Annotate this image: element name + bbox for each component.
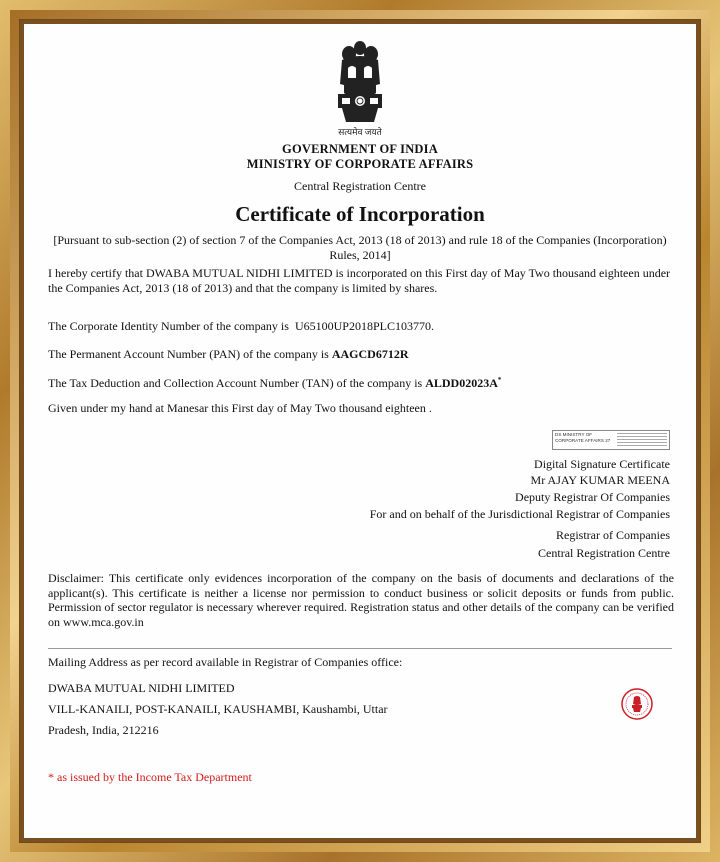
pan-value: AAGCD6712R: [331, 347, 409, 361]
footnote-text: as issued by the Income Tax Department: [54, 770, 252, 784]
ministry-heading: MINISTRY OF CORPORATE AFFAIRS: [246, 157, 474, 171]
emblem-motto: सत्यमेव जयते: [338, 127, 382, 137]
pan-line: [48, 347, 674, 362]
divider: [48, 648, 672, 649]
signatory-on-behalf: For and on behalf of the Jurisdictional Registrar of Companies: [369, 507, 670, 521]
registrar-centre-line: Central Registration Centre: [538, 546, 670, 560]
mca-seal-icon: [621, 688, 653, 720]
cin-label: The Corporate Identity Number of the company is: [48, 319, 289, 333]
footnote: [48, 770, 252, 785]
tan-asterisk: *: [497, 376, 502, 384]
government-heading: GOVERNMENT OF INDIA: [282, 142, 438, 156]
signatory-name: Mr AJAY KUMAR MEENA: [530, 473, 670, 487]
tan-line: [48, 373, 674, 391]
mailing-company-name: DWABA MUTUAL NIDHI LIMITED: [48, 681, 235, 695]
mailing-address-line-2: Pradesh, India, 212216: [48, 723, 159, 737]
certification-paragraph: I hereby certify that DWABA MUTUAL NIDHI LIMITED is incorporated on this First day of May Two thousand eighteen under the Companies Act, 2013 (18 of 2013) and that the company is limited by shares.: [48, 266, 671, 295]
pan-label: The Permanent Account Number (PAN) of the company is: [48, 347, 329, 361]
centre-heading: Central Registration Centre: [294, 179, 426, 193]
registrar-line: Registrar of Companies: [556, 528, 670, 542]
digital-signature-box-text: DS MINISTRY OF CORPORATE AFFAIRS 27: [555, 432, 611, 443]
national-emblem-icon: [332, 38, 388, 134]
mailing-address-line-1: VILL-KANAILI, POST-KANAILI, KAUSHAMBI, Kaushambi, Uttar: [48, 702, 388, 716]
signature-line-1: Digital Signature Certificate: [534, 457, 670, 471]
signatory-designation: Deputy Registrar Of Companies: [515, 490, 670, 504]
certificate-title: Certificate of Incorporation: [235, 202, 485, 226]
cin-value: U65100UP2018PLC103770.: [294, 319, 434, 333]
tan-label: The Tax Deduction and Collection Account Number (TAN) of the company is: [48, 376, 423, 390]
given-under-hand: Given under my hand at Manesar this First day of May Two thousand eighteen .: [48, 401, 432, 415]
footnote-asterisk: *: [48, 770, 54, 784]
certificate-subtitle: [Pursuant to sub-section (2) of section 7 of the Companies Act, 2013 (18 of 2013) and rule 18 of the Companies (Incorporation) Rules, 2014]: [53, 233, 667, 262]
disclaimer: Disclaimer: This certificate only evidences incorporation of the company on the basis of documents and declarations of the applicant(s). This certificate is neither a license nor permission to conduct business or solicit deposits or funds from public. Permission of sector regulator is necessary wherever required. Registration status and other details of the company can be verified on www.mca.gov.in: [48, 571, 674, 629]
mailing-address-heading: Mailing Address as per record available in Registrar of Companies office:: [48, 655, 403, 669]
tan-value: ALDD02023A: [425, 376, 498, 390]
signature-detail-lines: [617, 433, 667, 447]
digital-signature-box: [552, 430, 670, 450]
cin-line: [48, 319, 674, 334]
certificate-paper: [24, 24, 696, 838]
